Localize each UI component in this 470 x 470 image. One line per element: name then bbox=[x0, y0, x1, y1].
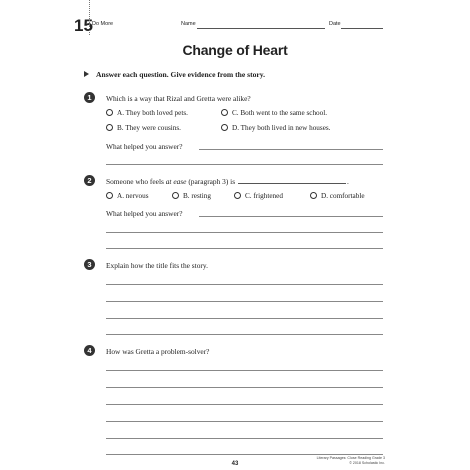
answer-line[interactable] bbox=[106, 284, 383, 285]
answer-line[interactable] bbox=[106, 301, 383, 302]
name-field[interactable] bbox=[197, 28, 325, 29]
directions-text: Answer each question. Give evidence from the story. bbox=[96, 70, 266, 79]
helper-2-label: What helped you answer? bbox=[106, 209, 183, 218]
radio-circle-icon[interactable] bbox=[234, 192, 241, 199]
answer-line[interactable] bbox=[106, 438, 383, 439]
header-divider bbox=[89, 0, 90, 35]
date-label: Date bbox=[329, 21, 341, 27]
answer-line[interactable] bbox=[106, 334, 383, 335]
worksheet-header bbox=[0, 0, 470, 40]
question-3-text: Explain how the title fits the story. bbox=[106, 261, 208, 270]
question-number-1: 1 bbox=[84, 92, 95, 103]
radio-circle-icon[interactable] bbox=[106, 192, 113, 199]
question-number-4: 4 bbox=[84, 345, 95, 356]
answer-line[interactable] bbox=[106, 404, 383, 405]
option-2b[interactable]: B. resting bbox=[172, 192, 211, 200]
question-2-text: Someone who feels at ease (paragraph 3) is . bbox=[106, 177, 349, 186]
answer-line[interactable] bbox=[106, 232, 383, 233]
answer-line[interactable] bbox=[199, 216, 383, 217]
answer-line[interactable] bbox=[106, 318, 383, 319]
radio-circle-icon[interactable] bbox=[310, 192, 317, 199]
option-2d[interactable]: D. comfortable bbox=[310, 192, 365, 200]
answer-line[interactable] bbox=[106, 370, 383, 371]
radio-circle-icon[interactable] bbox=[221, 109, 228, 116]
option-1a[interactable]: A. They both loved pets. bbox=[106, 109, 188, 117]
radio-circle-icon[interactable] bbox=[221, 124, 228, 131]
unit-number: 15 bbox=[74, 16, 93, 35]
name-label: Name bbox=[181, 21, 196, 27]
question-1-text: Which is a way that Rizal and Gretta were alike? bbox=[106, 94, 251, 103]
radio-circle-icon[interactable] bbox=[172, 192, 179, 199]
helper-1-label: What helped you answer? bbox=[106, 142, 183, 151]
option-2c[interactable]: C. frightened bbox=[234, 192, 283, 200]
answer-line[interactable] bbox=[106, 387, 383, 388]
answer-line[interactable] bbox=[106, 248, 383, 249]
option-1b[interactable]: B. They were cousins. bbox=[106, 124, 181, 132]
page-number: 43 bbox=[231, 461, 239, 467]
unit-label: Do More bbox=[92, 21, 114, 27]
triangle-arrow-icon bbox=[84, 71, 89, 77]
footer-credit: Literary Passages: Close Reading Grade 3 © 2018 Scholastic Inc. bbox=[316, 456, 385, 465]
option-2a[interactable]: A. nervous bbox=[106, 192, 149, 200]
answer-line[interactable] bbox=[199, 149, 383, 150]
answer-line[interactable] bbox=[106, 164, 383, 165]
date-field[interactable] bbox=[341, 28, 383, 29]
directions bbox=[84, 70, 265, 79]
answer-line[interactable] bbox=[106, 421, 383, 422]
fill-in-blank[interactable] bbox=[238, 183, 346, 184]
answer-line[interactable] bbox=[106, 454, 383, 455]
question-number-3: 3 bbox=[84, 259, 95, 270]
page-title: Change of Heart bbox=[182, 42, 288, 58]
question-4-text: How was Gretta a problem-solver? bbox=[106, 347, 210, 356]
option-1d[interactable]: D. They both lived in new houses. bbox=[221, 124, 330, 132]
radio-circle-icon[interactable] bbox=[106, 124, 113, 131]
option-1c[interactable]: C. Both went to the same school. bbox=[221, 109, 327, 117]
question-number-2: 2 bbox=[84, 175, 95, 186]
radio-circle-icon[interactable] bbox=[106, 109, 113, 116]
